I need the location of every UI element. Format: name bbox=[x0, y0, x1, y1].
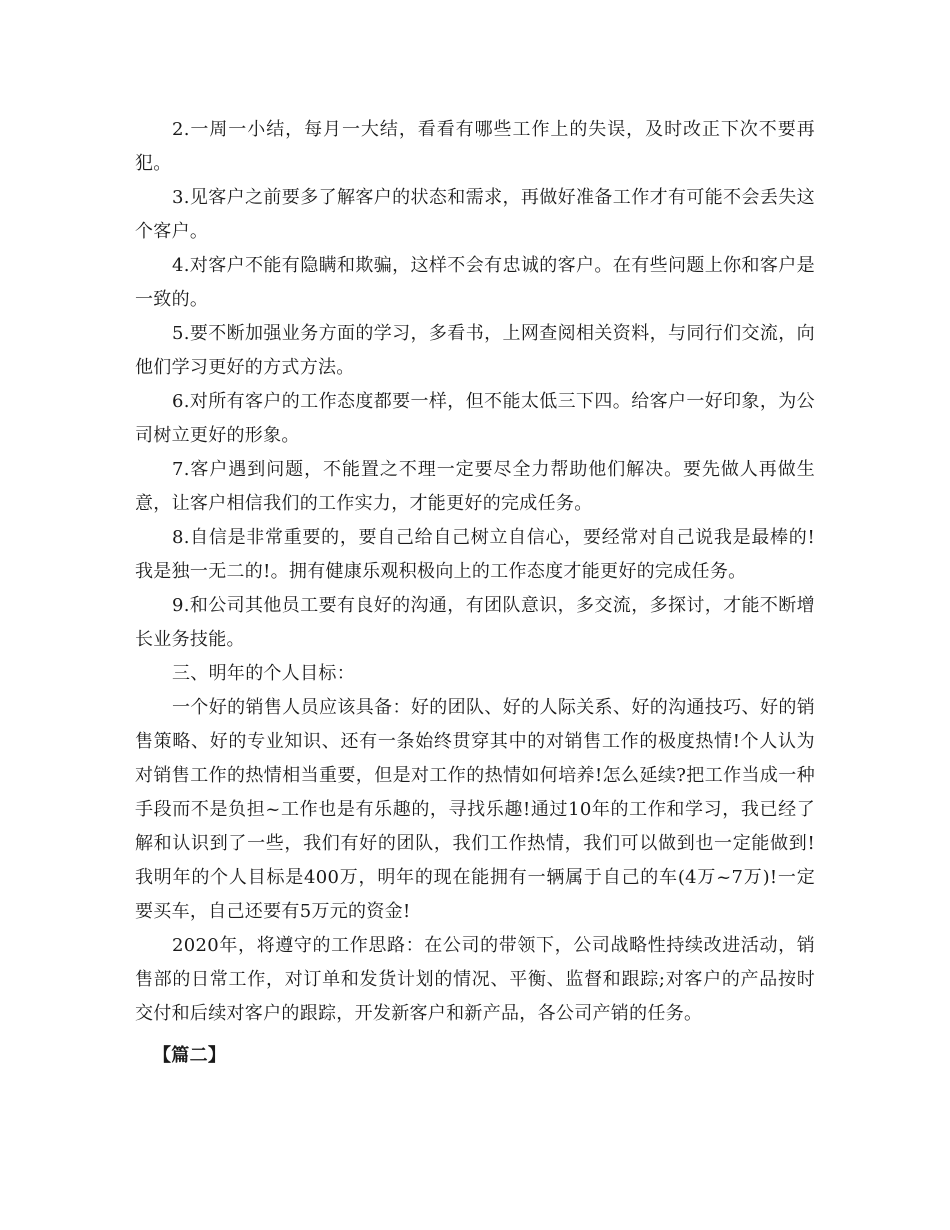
section-heading-part-two: 【篇二】 bbox=[153, 1045, 227, 1066]
paragraph-item-7: 7.客户遇到问题，不能置之不理一定要尽全力帮助他们解决。要先做人再做生意，让客户相信我们的工作实力，才能更好的完成任务。 bbox=[135, 459, 815, 514]
paragraph-work-plan: 2020年，将遵守的工作思路：在公司的带领下，公司战略性持续改进活动，销售部的日常工作，对订单和发货计划的情况、平衡、监督和跟踪;对客户的产品按时交付和后续对客户的跟踪，开发新客户和新产品，各公司产销的任务。 bbox=[135, 935, 815, 1024]
paragraph-item-2: 2.一周一小结，每月一大结，看看有哪些工作上的失误，及时改正下次不要再犯。 bbox=[135, 119, 815, 174]
document-body bbox=[135, 113, 815, 1073]
section-heading-goals: 三、明年的个人目标： bbox=[172, 663, 355, 684]
paragraph-item-5: 5.要不断加强业务方面的学习，多看书，上网查阅相关资料，与同行们交流，向他们学习更好的方式方法。 bbox=[135, 323, 815, 378]
paragraph-goals: 一个好的销售人员应该具备：好的团队、好的人际关系、好的沟通技巧、好的销售策略、好的专业知识、还有一条始终贯穿其中的对销售工作的极度热情!个人认为对销售工作的热情相当重要，但是对工作的热情如何培养!怎么延续?把工作当成一种手段而不是负担~工作也是有乐趣的，寻找乐趣!通过10年的工作和学习，我已经了解和认识到了一些，我们有好的团队，我们工作热情，我们可以做到也一定能做到!我明年的个人目标是400万，明年的现在能拥有一辆属于自己的车(4万~7万)!一定要买车，自己还要有5万元的资金! bbox=[135, 697, 815, 922]
paragraph-item-8: 8.自信是非常重要的，要自己给自己树立自信心，要经常对自己说我是最棒的!我是独一无二的!。拥有健康乐观积极向上的工作态度才能更好的完成任务。 bbox=[135, 527, 815, 582]
paragraph-item-4: 4.对客户不能有隐瞒和欺骗，这样不会有忠诚的客户。在有些问题上你和客户是一致的。 bbox=[135, 255, 815, 310]
paragraph-item-6: 6.对所有客户的工作态度都要一样，但不能太低三下四。给客户一好印象，为公司树立更好的形象。 bbox=[135, 391, 815, 446]
paragraph-item-3: 3.见客户之前要多了解客户的状态和需求，再做好准备工作才有可能不会丢失这个客户。 bbox=[135, 187, 815, 242]
paragraph-item-9: 9.和公司其他员工要有良好的沟通，有团队意识，多交流，多探讨，才能不断增长业务技能。 bbox=[135, 595, 815, 650]
